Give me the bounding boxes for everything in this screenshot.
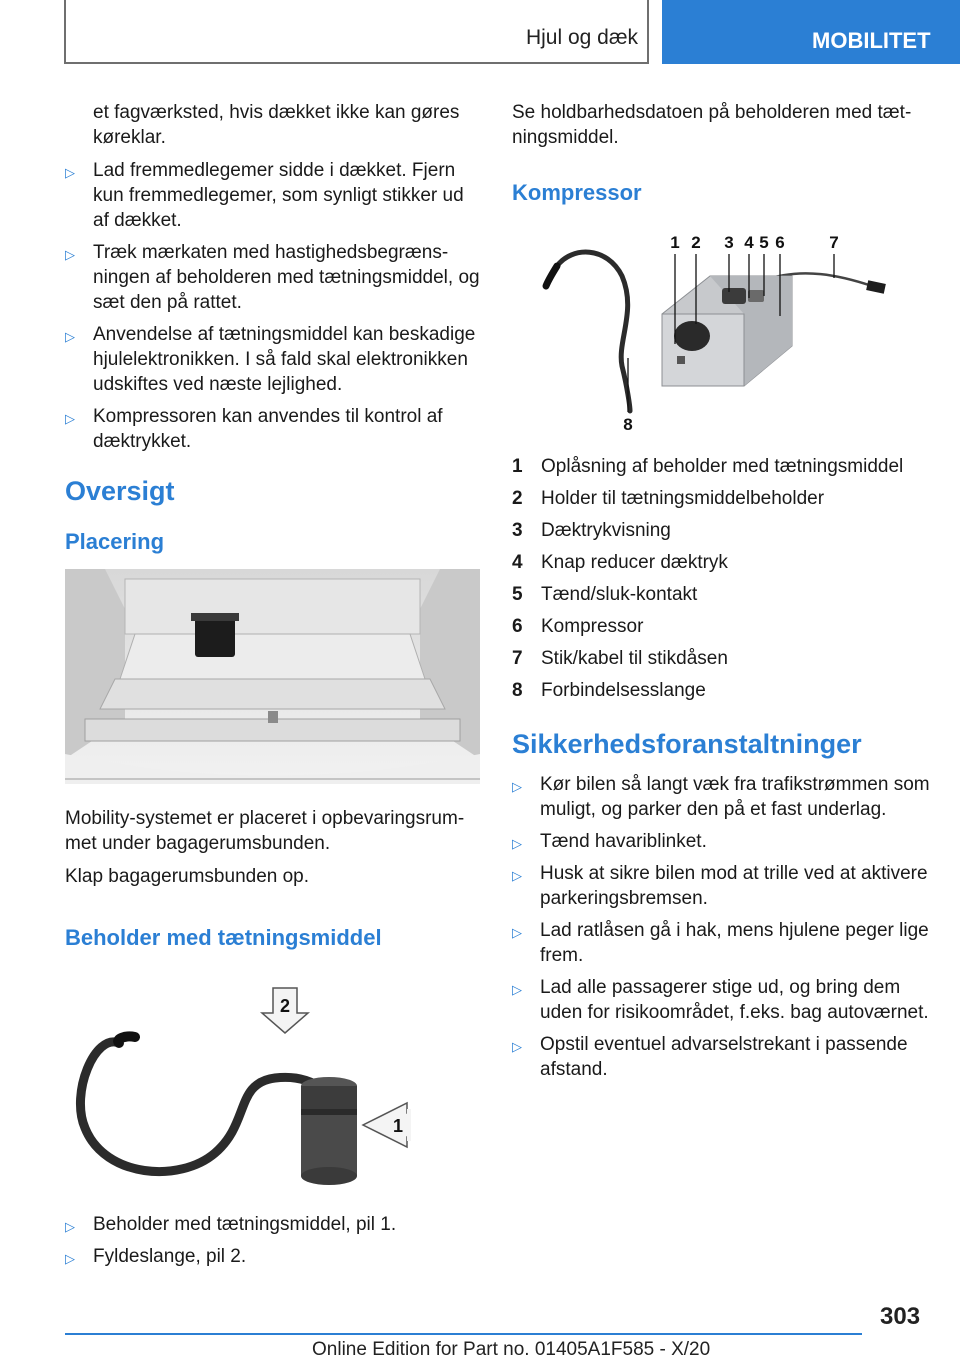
header-section-title: Hjul og dæk [525,26,638,49]
triangle-bullet-icon: ▷ [65,247,75,262]
legend-item [512,486,932,511]
legend-item [512,550,932,575]
list-item-text: Lad fremmedlegemer sidde i dækket. Fjern kun fremmedlegemer, som synligt stikker ud af dækket. [93,160,464,231]
triangle-bullet-icon: ▷ [512,982,522,997]
legend-number: 8 [512,680,523,701]
list-item [65,240,480,315]
list-item-text: Tænd havariblinket. [540,831,707,852]
heading-placering: Placering [65,529,165,554]
callout-label-1: 1 [670,233,680,252]
callout-label-4: 4 [744,233,754,252]
legend-text: Knap reducer dæktryk [541,552,728,573]
legend-item [512,614,932,639]
callout-label-2: 2 [691,233,701,252]
triangle-bullet-icon: ▷ [512,925,522,940]
triangle-bullet-icon: ▷ [512,779,522,794]
legend-number: 1 [512,456,523,477]
list-item [512,772,932,822]
legend-number: 4 [512,552,523,573]
list-item-text: Kør bilen så langt væk fra trafikstrømmen som muligt, og parker den på et fast underlag. [540,774,930,820]
legend-text: Stik/kabel til stikdåsen [541,648,728,669]
page-header [0,0,960,66]
beholder-bullet-list [65,1212,480,1269]
triangle-bullet-icon: ▷ [65,411,75,426]
legend-item [512,454,932,479]
list-item [512,975,932,1025]
triangle-bullet-icon: ▷ [65,165,75,180]
left-bullet-list [65,158,480,454]
legend-text: Forbindelsesslange [541,680,706,701]
triangle-bullet-icon: ▷ [512,868,522,883]
compressor-legend [512,454,932,703]
legend-number: 2 [512,488,523,509]
compressor-illustration [512,226,932,436]
heading-sikkerhed: Sikkerhedsforanstaltninger [512,729,862,759]
footer-edition: Online Edition for Part no. 01405A1F585 - X/20 [312,1339,711,1360]
triangle-bullet-icon: ▷ [65,329,75,344]
list-item [512,918,932,968]
triangle-bullet-icon: ▷ [65,1251,75,1266]
intro-text: Se holdbarhedsdatoen på beholderen med tætningsmiddel. [512,102,912,148]
list-item [65,322,480,397]
right-column [512,100,932,1089]
sikkerhed-bullet-list [512,772,932,1082]
list-item-text: Husk at sikre bilen mod at trille ved at aktivere parkeringsbremsen. [540,863,928,909]
callout-label-6: 6 [775,233,785,252]
header-chapter-tab: MOBILITET [662,0,960,64]
list-item [65,1212,480,1237]
list-item-text: Opstil eventuel advarselstrekant i passende afstand. [540,1034,908,1080]
legend-text: Tænd/sluk-kontakt [541,584,698,605]
list-item-text: Lad ratlåsen gå i hak, mens hjulene peger lige frem. [540,920,929,966]
callout-label-7: 7 [829,233,839,252]
list-item-text: Træk mærkaten med hastighedsbegrænsningen af beholderen med tætningsmiddel, og sæt den på rattet. [93,242,480,313]
callout-label-3: 3 [724,233,734,252]
legend-number: 5 [512,584,523,605]
triangle-bullet-icon: ▷ [512,1039,522,1054]
list-item [512,829,932,854]
placering-text-2: Klap bagagerumsbunden op. [65,866,310,887]
list-item [512,1032,932,1082]
list-item-text: Anvendelse af tætningsmiddel kan beskadige hjulelektronikken. I så fald skal elektronikken udskiftes ved næste lejlighed. [93,324,476,395]
legend-number: 3 [512,520,523,541]
list-item [65,1244,480,1269]
page-number: 303 [880,1303,921,1330]
legend-item [512,582,932,607]
placering-text-1: Mobility-systemet er placeret i opbevaringsrummet under bagagerumsbunden. [65,808,465,854]
list-item [512,861,932,911]
left-column [65,100,480,1276]
callout-label-2: 2 [279,996,291,1016]
legend-text: Dæktrykvisning [541,520,671,541]
list-item [65,158,480,233]
heading-beholder: Beholder med tætningsmiddel [65,925,382,950]
heading-oversigt: Oversigt [65,476,175,506]
trunk-storage-illustration [65,569,480,784]
legend-number: 7 [512,648,523,669]
callout-label-1: 1 [392,1116,404,1136]
list-item [65,404,480,454]
legend-number: 6 [512,616,523,637]
sealant-container-illustration [65,973,480,1188]
list-item-text: Fyldeslange, pil 2. [93,1246,247,1267]
legend-item [512,678,932,703]
heading-kompressor: Kompressor [512,180,642,205]
callout-label-5: 5 [759,233,769,252]
legend-text: Kompressor [541,616,644,637]
legend-text: Oplåsning af beholder med tætningsmiddel [541,456,904,477]
triangle-bullet-icon: ▷ [65,1219,75,1234]
triangle-bullet-icon: ▷ [512,836,522,851]
callout-label-8: 8 [623,415,633,434]
legend-text: Holder til tætningsmiddelbeholder [541,488,825,509]
footer-divider [65,1333,862,1335]
list-item-text: Lad alle passagerer stige ud, og bring dem uden for risikoområdet, f.eks. bag autoværnet. [540,977,929,1023]
list-item-text: Beholder med tætningsmiddel, pil 1. [93,1214,397,1235]
list-item-text: Kompressoren kan anvendes til kontrol af dæktrykket. [93,406,443,452]
legend-item [512,518,932,543]
continued-text: et fagværksted, hvis dækket ikke kan gøres køreklar. [93,102,460,148]
legend-item [512,646,932,671]
